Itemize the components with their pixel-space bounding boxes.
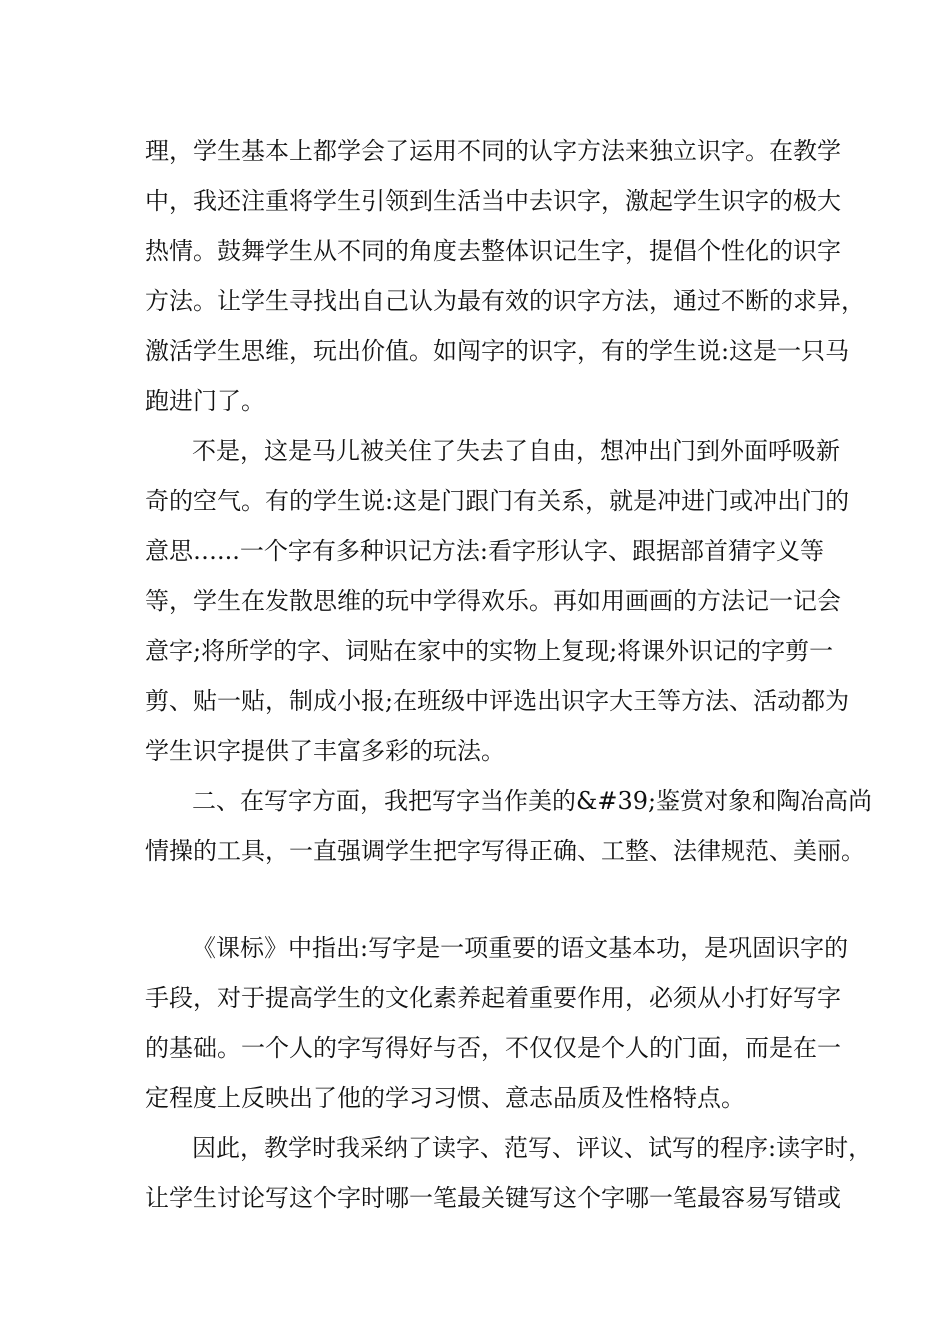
paragraph-line: 激活学生思维，玩出价值。如闯字的识字，有的学生说:这是一只马 — [145, 337, 850, 365]
paragraph-line: 热情。鼓舞学生从不同的角度去整体识记生字，提倡个性化的识字 — [145, 237, 841, 265]
paragraph-line: 让学生讨论写这个字时哪一笔最关键写这个字哪一笔最容易写错或 — [145, 1184, 841, 1212]
paragraph-line: 学生识字提供了丰富多彩的玩法。 — [145, 737, 505, 765]
paragraph-line: 定程度上反映出了他的学习习惯、意志品质及性格特点。 — [145, 1084, 745, 1112]
paragraph-line: 奇的空气。有的学生说:这是门跟门有关系，就是冲进门或冲出门的 — [145, 487, 850, 515]
paragraph-line: 跑进门了。 — [145, 387, 265, 415]
paragraph-line: 意思…...一个字有多种识记方法:看字形认字、跟据部首猜字义等 — [145, 537, 824, 565]
paragraph-line: 剪、贴一贴，制成小报;在班级中评选出识字大王等方法、活动都为 — [145, 687, 850, 715]
paragraph-line: 的基础。一个人的字写得好与否，不仅仅是个人的门面，而是在一 — [145, 1034, 841, 1062]
paragraph-line: 等，学生在发散思维的玩中学得欢乐。再如用画画的方法记一记会 — [145, 587, 841, 615]
paragraph-line: 二、在写字方面，我把写字当作美的&#39;鉴赏对象和陶冶高尚 — [192, 787, 873, 815]
paragraph-line: 不是，这是马儿被关住了失去了自由，想冲出门到外面呼吸新 — [192, 437, 840, 465]
paragraph-line: 《课标》中指出:写字是一项重要的语文基本功，是巩固识字的 — [192, 934, 849, 962]
paragraph-line: 手段，对于提高学生的文化素养起着重要作用，必须从小打好写字 — [145, 984, 841, 1012]
paragraph-line: 情操的工具，一直强调学生把字写得正确、工整、法律规范、美丽。 — [145, 837, 865, 865]
paragraph-line: 理，学生基本上都学会了运用不同的认字方法来独立识字。在教学 — [145, 137, 841, 165]
paragraph-line: 因此，教学时我采纳了读字、范写、评议、试写的程序:读字时， — [192, 1134, 873, 1162]
paragraph-line: 意字;将所学的字、词贴在家中的实物上复现;将课外识记的字剪一 — [145, 637, 834, 665]
paragraph-line: 方法。让学生寻找出自己认为最有效的识字方法，通过不断的求异， — [145, 287, 865, 315]
paragraph-line: 中，我还注重将学生引领到生活当中去识字，激起学生识字的极大 — [145, 187, 841, 215]
